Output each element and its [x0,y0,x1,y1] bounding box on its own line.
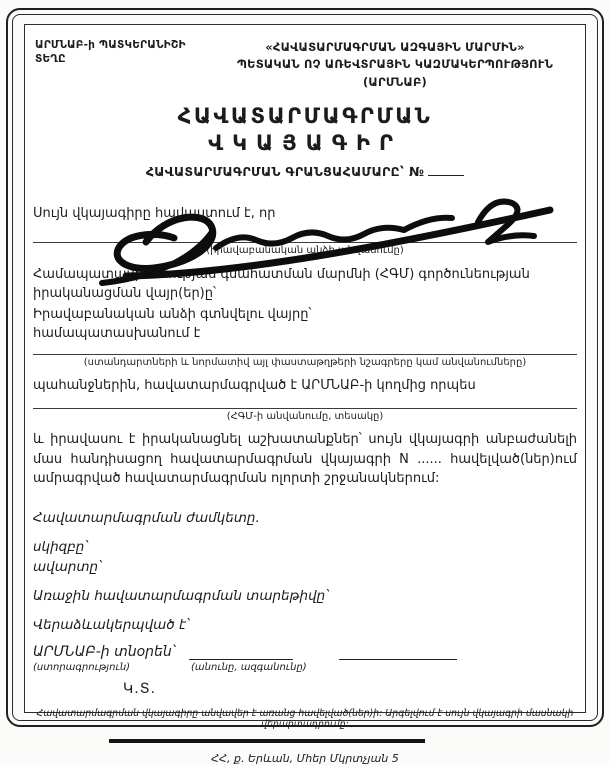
registration-number-line [33,164,577,179]
start-date-label: սկիզբը՝ [33,539,88,556]
validity-footnote: Հավատարմագրման վկայագիրը անվավեր է առանց հավելված(ներ)ի: Արգելվում է սույն վկայագրի մասնակի վերարտադրումը: [36,708,574,731]
cab-name-caption: (ՀԳՄ-ի անվանումը, տեսակը) [226,411,384,423]
name-caption: (անունը, ազգանունը) [191,662,307,674]
activity-location-paragraph: Համապատասխանության գնահատման մարմնի (ՀԳՄ) գործունեության իրականացման վայր(եր)ը՝ [33,266,530,301]
organization-name [213,39,577,91]
accredited-by-text: պահանջներին, հավատարմագրված է ԱՐՄՆԱԲ-ի կողմից որպես [33,378,476,394]
director-label: ԱՐՄՆԱԲ-ի տնօրեն՝ [33,644,176,661]
validity-period-label: Հավատարմագրման ժամկետը. [33,510,260,527]
director-signature-row [33,644,577,660]
certifies-statement: Սույն վկայագիրը հավաստում է, որ [33,205,276,221]
end-date-label: ավարտը՝ [33,559,102,576]
legal-entity-blank-line [33,242,577,243]
conforms-text: համապատասխանում է [33,326,201,342]
organization-address: ՀՀ, ք. Երևան, Մհեր Մկրտչյան 5 [211,752,399,765]
first-accreditation-label: Առաջին հավատարմագրման տարեթիվը՝ [33,588,329,605]
standards-blank-line [33,354,577,355]
scope-paragraph: և իրավասու է իրականացնել աշխատանքներ՝ սույն վկայագրի անբաժանելի մաս հանդիսացող հավատարմագրման վկայագրի N ...... հավելված(ներ)ում ամրագրված հավատարմագրման ոլորտի շրջանակներում: [33,432,577,486]
footer-divider [109,739,425,743]
certificate-title-line2: ՎԿԱՅԱԳԻՐ [208,130,402,155]
organization-line2: ՊԵՏԱԿԱՆ ՈՉ ԱՌԵՎՏՐԱՅԻՆ ԿԱԶՄԱԿԵՐՊՈՒԹՅՈՒՆ (ԱՐՄՆԱԲ) [236,57,554,89]
registration-number-blank [428,164,464,176]
name-blank-line [339,646,457,660]
signature-caption: (ստորագրություն) [33,662,131,674]
registration-number-label: ՀԱՎԱՏԱՐՄԱԳՐՄԱՆ ԳՐԱՆՑԱՀԱՄԱՐԸ՝ № [145,163,425,179]
reissued-label: Վերաձևակերպված է՝ [33,617,190,634]
logo-placeholder-text: ԱՐՄՆԱԲ-ի ՊԱՏԿԵՐԱՆԻՇԻ ՏԵՂԸ [35,39,186,65]
signature-blank-line [189,646,293,660]
legal-address-label: Իրավաբանական անձի գտնվելու վայրը՝ [33,307,312,323]
certificate-title-line1: ՀԱՎԱՏԱՐՄԱԳՐՄԱՆ [177,103,433,128]
organization-line1: «ՀԱՎԱՏԱՐՄԱԳՐՄԱՆ ԱԶԳԱՅԻՆ ՄԱՐՄԻՆ» [265,40,525,54]
standards-caption: (ստանդարտների և նորմատիվ այլ փաստաթղթերի նշագրերը կամ անվանումները) [83,357,527,369]
signature-captions-row [33,662,577,673]
certificate-body [24,24,586,765]
seal-place-mark: Կ.Տ. [123,681,157,698]
legal-entity-caption: (իրավաբանական անձի անվանումը) [206,244,404,256]
certificate-header [33,39,577,91]
cab-name-blank-line [33,408,577,409]
